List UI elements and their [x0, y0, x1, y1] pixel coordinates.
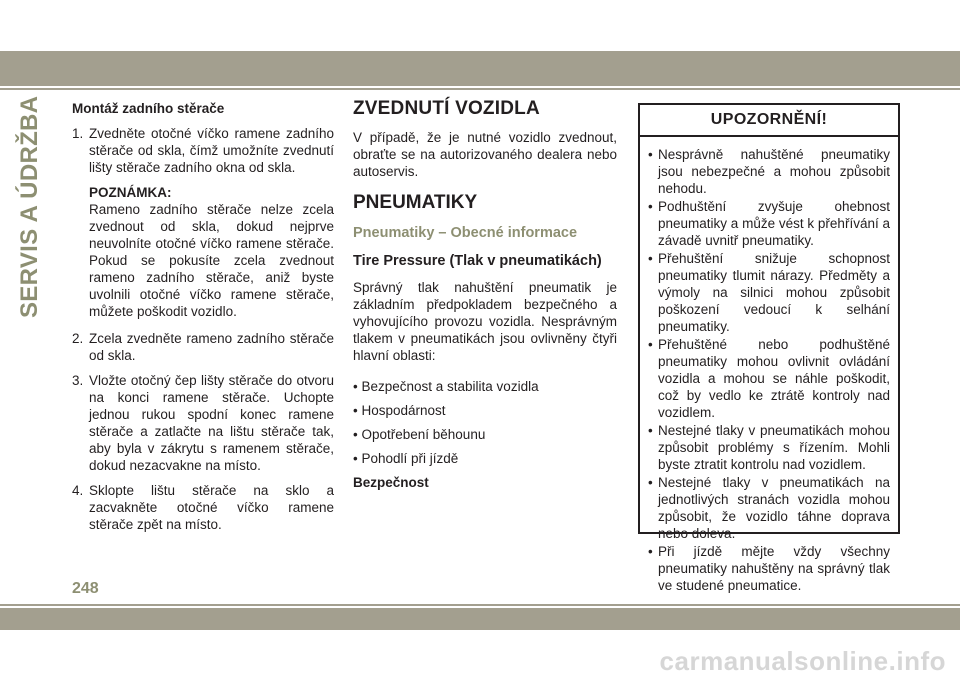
warning-item [648, 250, 890, 335]
warning-text: Podhuštění zvyšuje ohebnost pneumatiky a může vést k přehřívání a závadě uvnitř pneumatiky. [658, 199, 890, 248]
bullet-item: • Opotřebení běhounu [353, 427, 486, 442]
vehicle-lifting-text: V případě, že je nutné vozidlo zvednout, obraťte se na autorizovaného dealera nebo autoservis. [353, 130, 617, 179]
step-item [72, 125, 334, 176]
column-middle [353, 100, 617, 491]
warning-list [640, 137, 898, 594]
warning-item [648, 198, 890, 249]
bullet-dot: • [648, 475, 653, 490]
note-block [89, 184, 334, 320]
warning-text: Nesprávně nahuštěné pneumatiky jsou nebezpečné a mohou způsobit nehodu. [658, 147, 890, 196]
bullet-item: • Pohodlí při jízdě [353, 451, 459, 466]
note-label: POZNÁMKA: [89, 185, 172, 200]
tires-general-subheading: Pneumatiky – Obecné informace [353, 225, 578, 241]
step-number: 2. [72, 331, 84, 346]
footer-band [0, 608, 960, 630]
warning-text: Přehuštění snižuje schopnost pneumatiky tlumit nárazy. Předměty a výmoly na silnici mohou způsobit poškození vedoucí k selhání pneumatiky. [658, 251, 890, 334]
rear-wiper-install-heading: Montáž zadního stěrače [72, 101, 225, 116]
step-item [72, 330, 334, 364]
warning-text: Při jízdě mějte vždy všechny pneumatiky nahuštěny na správný tlak ve studené pneumatice. [658, 544, 890, 593]
warning-item [648, 146, 890, 197]
step-text: Zvedněte otočné víčko ramene zadního stěrače od skla, čímž umožníte zvednutí lišty stěrače zadního okna od skla. [89, 126, 334, 175]
tires-heading: PNEUMATIKY [353, 192, 478, 213]
bullet-dot: • [648, 251, 653, 266]
step-item [72, 482, 334, 533]
warning-text: Nestejné tlaky v pneumatikách mohou způsobit problémy s řízením. Mohli byste ztratit kontrolu nad vozidlem. [658, 423, 890, 472]
step-number: 4. [72, 483, 84, 498]
warning-item [648, 422, 890, 473]
step-number: 1. [72, 126, 84, 141]
bullet-dot: • [648, 199, 653, 214]
warning-item [648, 543, 890, 594]
step-text: Sklopte lištu stěrače na sklo a zacvakněte otočné víčko ramene stěrače zpět na místo. [89, 483, 334, 532]
warning-item [648, 474, 890, 542]
column-left [72, 100, 334, 541]
page-number: 248 [72, 580, 99, 597]
watermark: carmanualsonline.info [659, 646, 946, 676]
footer-rule [0, 604, 960, 606]
step-number: 3. [72, 373, 84, 388]
note-text: Rameno zadního stěrače nelze zcela zvednout od skla, dokud nejprve neuvolníte otočné víčko ramene stěrače. Pokud se pokusíte zcela zvednout rameno zadního stěrače, aniž byste uvolnili otočné víčko ramene stěrače, můžete poškodit vozidlo. [89, 202, 334, 319]
warning-title: UPOZORNĚNÍ! [640, 105, 898, 137]
vehicle-lifting-heading: ZVEDNUTÍ VOZIDLA [353, 98, 540, 119]
safety-subheading: Bezpečnost [353, 475, 429, 490]
tire-pressure-text: Správný tlak nahuštění pneumatik je základním předpokladem bezpečného a vyhovujícího provozu vozidla. Nesprávným tlakem v pneumatikách jsou ovlivněny čtyři hlavní oblasti: [353, 280, 617, 363]
step-text: Vložte otočný čep lišty stěrače do otvoru na konci ramene stěrače. Uchopte jednou rukou spodní konec ramene stěrače a zatlačte na lištu stěrače tak, aby byla v zákrytu s ramenem stěrače, dokud nezacvakne na místo. [89, 373, 334, 473]
header-rule [0, 88, 960, 90]
bullet-dot: • [648, 544, 653, 559]
tire-pressure-subheading: Tire Pressure (Tlak v pneumatikách) [353, 253, 602, 269]
header-band [0, 51, 960, 86]
step-item [72, 372, 334, 474]
bullet-dot: • [648, 423, 653, 438]
column-right [638, 103, 904, 593]
bullet-item: • Bezpečnost a stabilita vozidla [353, 379, 539, 394]
step-text: Zcela zvedněte rameno zadního stěrače od skla. [89, 331, 334, 363]
warning-text: Nestejné tlaky v pneumatikách na jednotlivých stranách vozidla mohou způsobit, že vozidlo táhne doprava nebo doleva. [658, 475, 890, 541]
warning-item [648, 336, 890, 421]
warning-text: Přehuštěné nebo podhuštěné pneumatiky mohou ovlivnit ovládání vozidla a mohou se náhle poškodit, což by vedlo ke ztrátě kontroly nad vozidlem. [658, 337, 890, 420]
bullet-item: • Hospodárnost [353, 403, 446, 418]
bullet-dot: • [648, 147, 653, 162]
bullet-dot: • [648, 337, 653, 352]
warning-box [638, 103, 900, 593]
section-side-label: SERVIS A ÚDRŽBA [16, 95, 43, 318]
